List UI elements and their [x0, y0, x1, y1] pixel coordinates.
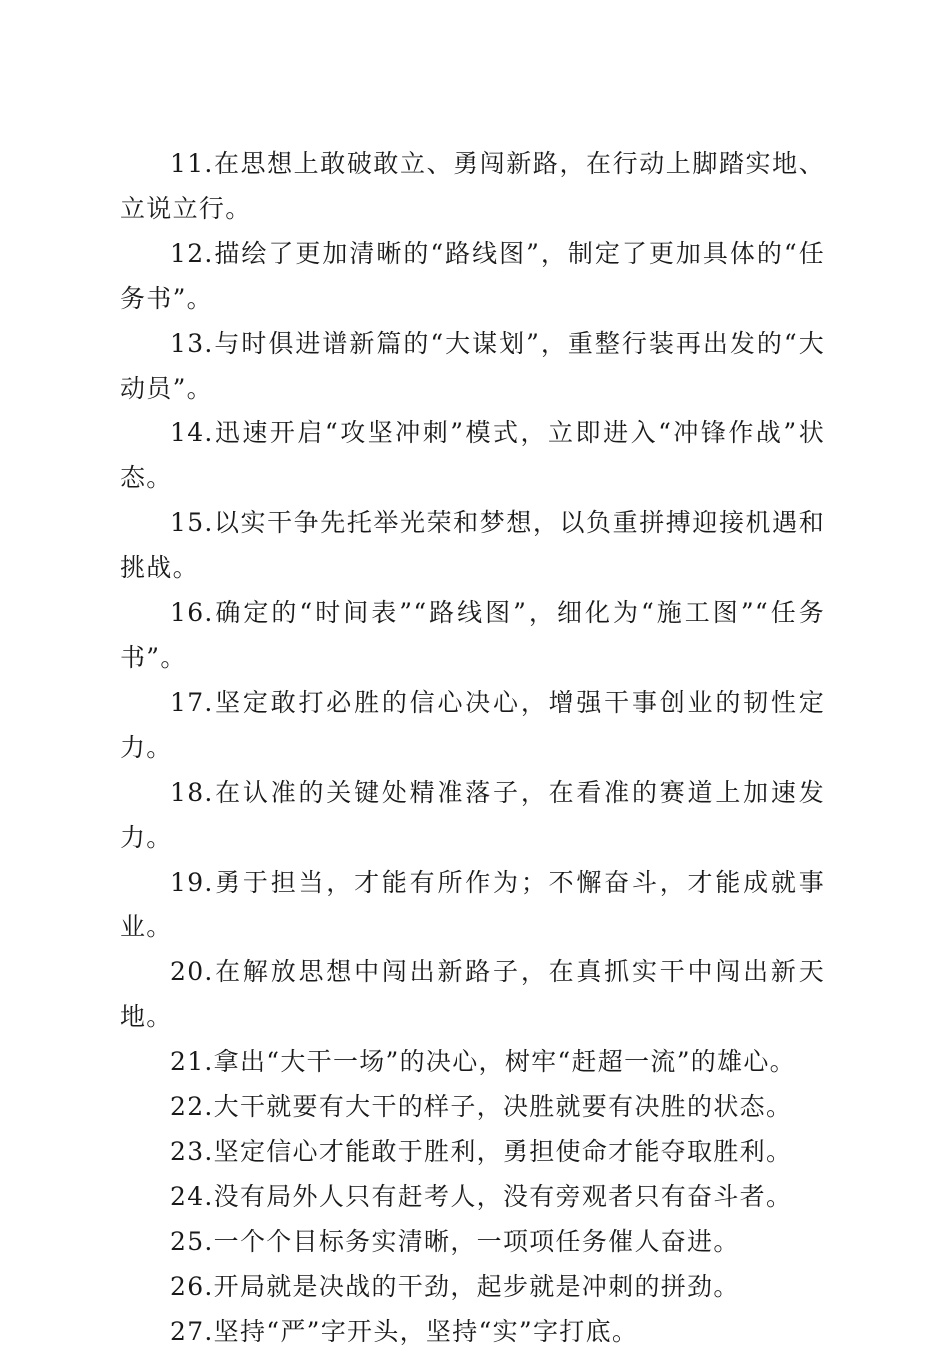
list-item: 12.描绘了更加清晰的“路线图”，制定了更加具体的“任务书”。: [120, 238, 825, 313]
list-item: 11.在思想上敢破敢立、勇闯新路，在行动上脚踏实地、立说立行。: [120, 149, 825, 223]
list-item: 13.与时俱进谱新篇的“大谋划”，重整行装再出发的“大动员”。: [120, 328, 825, 403]
document-body: [120, 142, 825, 1354]
list-item: 19.勇于担当，才能有所作为；不懈奋斗，才能成就事业。: [120, 867, 825, 942]
list-item: 21.拿出“大干一场”的决心，树牢“赶超一流”的雄心。: [170, 1047, 796, 1077]
list-item: 17.坚定敢打必胜的信心决心，增强干事创业的韧性定力。: [120, 687, 825, 762]
list-item: 15.以实干争先托举光荣和梦想，以负重拼搏迎接机遇和挑战。: [120, 508, 825, 583]
list-item: 20.在解放思想中闯出新路子，在真抓实干中闯出新天地。: [120, 957, 825, 1032]
list-item: 23.坚定信心才能敢于胜利，勇担使命才能夺取胜利。: [170, 1136, 793, 1166]
list-item: 24.没有局外人只有赶考人，没有旁观者只有奋斗者。: [170, 1181, 793, 1211]
list-item: 22.大干就要有大干的样子，决胜就要有决胜的状态。: [170, 1092, 793, 1122]
list-item: 18.在认准的关键处精准落子，在看准的赛道上加速发力。: [120, 777, 825, 852]
list-item: 16.确定的“时间表”“路线图”，细化为“施工图”“任务书”。: [120, 598, 825, 672]
list-item: 25.一个个目标务实清晰，一项项任务催人奋进。: [170, 1226, 740, 1256]
list-item: 26.开局就是决战的干劲，起步就是冲刺的拼劲。: [170, 1271, 740, 1301]
list-item: 27.坚持“严”字开头，坚持“实”字打底。: [170, 1316, 639, 1346]
list-item: 14.迅速开启“攻坚冲刺”模式，立即进入“冲锋作战”状态。: [120, 418, 825, 493]
